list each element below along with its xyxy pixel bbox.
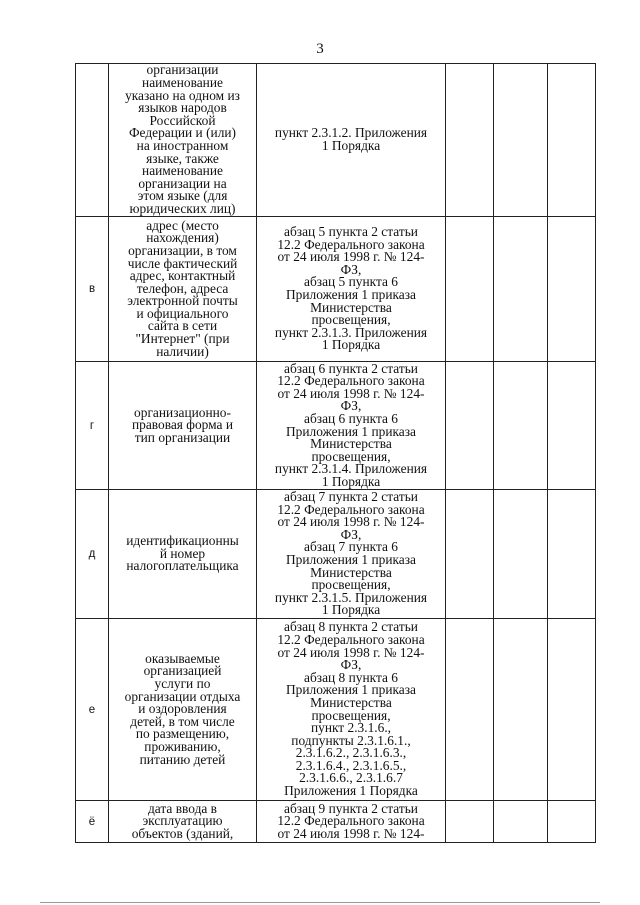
row-name-text: дата ввода в эксплуатацию объектов (зданий,: [131, 800, 234, 841]
row-letter: г: [76, 362, 109, 490]
table-row: [76, 490, 596, 619]
row-basis-text: пункт 2.3.1.2. Приложения 1 Порядка: [274, 125, 428, 153]
empty-cell: [494, 217, 548, 362]
row-basis-text: абзац 9 пункта 2 статьи 12.2 Федерального закона от 24 июля 1998 г. № 124-: [277, 800, 425, 841]
row-basis: [257, 217, 446, 362]
empty-cell: [548, 64, 596, 217]
table-row: [76, 362, 596, 490]
row-basis-text: абзац 7 пункта 2 статьи 12.2 Федерального закона от 24 июля 1998 г. № 124- ФЗ, абзац 7 пункта 6 Приложения 1 приказа Министерства просвещения, пункт 2.3.1.5. Приложения 1 Порядка: [274, 489, 428, 618]
table-row: [76, 619, 596, 801]
bottom-edge-line: [40, 902, 600, 903]
row-name: [109, 801, 257, 843]
row-letter: е: [76, 619, 109, 801]
row-name: [109, 362, 257, 490]
empty-cell: [548, 217, 596, 362]
row-name-text: оказываемые организацией услуги по организации отдыха и оздоровления детей, в том числе по размещению, проживанию, питанию детей: [124, 650, 241, 767]
empty-cell: [494, 64, 548, 217]
empty-cell: [446, 217, 494, 362]
table-row: [76, 801, 596, 843]
row-name: [109, 490, 257, 619]
row-name: [109, 64, 257, 217]
row-name-text: организационно- правовая форма и тип организации: [131, 404, 234, 445]
row-letter: д: [76, 490, 109, 619]
row-letter: [76, 64, 109, 217]
empty-cell: [494, 619, 548, 801]
empty-cell: [548, 362, 596, 490]
table-row: [76, 217, 596, 362]
empty-cell: [446, 490, 494, 619]
row-name: [109, 619, 257, 801]
row-basis: [257, 362, 446, 490]
row-name-text: организации наименование указано на одном из языков народов Российской Федерации и (или) на иностранном языке, также наименование организации на этом языке (для юридических лиц): [125, 62, 240, 216]
empty-cell: [446, 362, 494, 490]
table-row: [76, 64, 596, 217]
row-basis: [257, 619, 446, 801]
requirements-table: [75, 63, 596, 843]
row-name: [109, 217, 257, 362]
row-basis-text: абзац 8 пункта 2 статьи 12.2 Федерального закона от 24 июля 1998 г. № 124- ФЗ, абзац 8 пункта 6 Приложения 1 приказа Министерства просвещения, пункт 2.3.1.6., подпункты 2.3.1.6.1., 2.3.1.6.2., 2.3.1.6.3., 2.3.1.6.4., 2.3.1.6.5., 2.3.1.6.6., 2.3.1.6.7 Приложения 1 Порядка: [277, 619, 425, 799]
empty-cell: [548, 801, 596, 843]
row-letter: в: [76, 217, 109, 362]
empty-cell: [494, 490, 548, 619]
empty-cell: [446, 801, 494, 843]
empty-cell: [446, 619, 494, 801]
empty-cell: [494, 362, 548, 490]
row-basis: [257, 64, 446, 217]
row-basis-text: абзац 5 пункта 2 статьи 12.2 Федерального закона от 24 июля 1998 г. № 124- ФЗ, абзац 5 пункта 6 Приложения 1 приказа Министерства просвещения, пункт 2.3.1.3. Приложения 1 Порядка: [274, 224, 428, 353]
row-basis-text: абзац 6 пункта 2 статьи 12.2 Федерального закона от 24 июля 1998 г. № 124- ФЗ, абзац 6 пункта 6 Приложения 1 приказа Министерства просвещения, пункт 2.3.1.4. Приложения 1 Порядка: [274, 360, 428, 489]
row-name-text: идентификационны й номер налогоплательщика: [126, 533, 239, 574]
row-basis: [257, 490, 446, 619]
empty-cell: [548, 619, 596, 801]
row-name-text: адрес (место нахождения) организации, в том числе фактический адрес, контактный телефон, адреса электронной почты и официального сайта в сети "Интернет" (при наличии): [127, 217, 238, 359]
empty-cell: [548, 490, 596, 619]
row-basis: [257, 801, 446, 843]
page-number: 3: [316, 41, 324, 57]
row-letter: ё: [76, 801, 109, 843]
empty-cell: [494, 801, 548, 843]
empty-cell: [446, 64, 494, 217]
